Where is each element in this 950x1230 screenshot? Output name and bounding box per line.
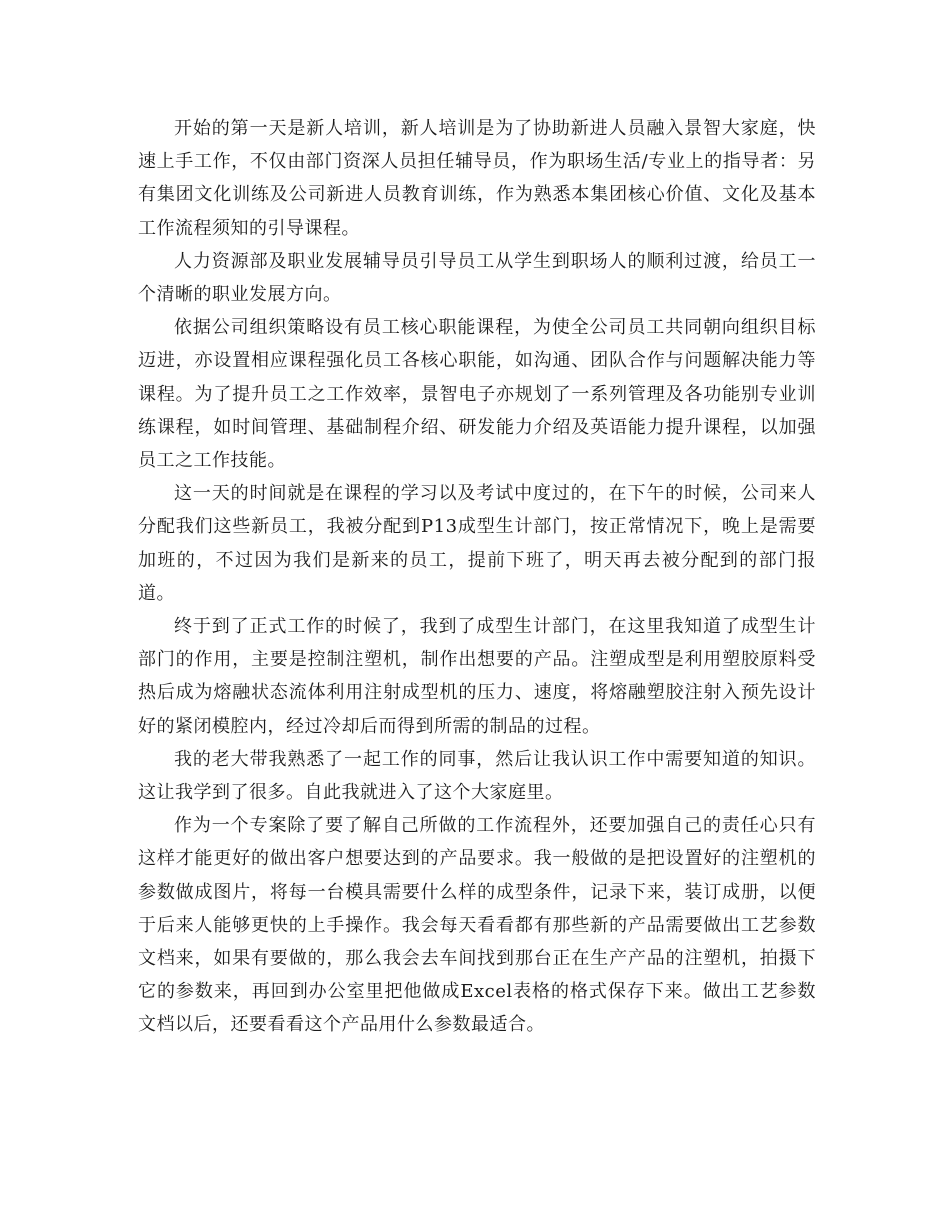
paragraph: 作为一个专案除了要了解自己所做的工作流程外，还要加强自己的责任心只有这样才能更好的做出客户想要达到的产品要求。我一般做的是把设置好的注塑机的参数做成图片，将每一台模具需要什么样的成型条件，记录下来，装订成册，以便于后来人能够更快的上手操作。我会每天看看都有那些新的产品需要做出工艺参数文档来，如果有要做的，那么我会去车间找到那台正在生产产品的注塑机，拍摄下它的参数来，再回到办公室里把他做成Excel表格的格式保存下来。做出工艺参数文档以后，还要看看这个产品用什么参数最适合。 [138,815,816,1036]
paragraph: 我的老大带我熟悉了一起工作的同事，然后让我认识工作中需要知道的知识。这让我学到了很多。自此我就进入了这个大家庭里。 [138,748,816,804]
paragraph: 终于到了正式工作的时候了，我到了成型生计部门，在这里我知道了成型生计部门的作用，主要是控制注塑机，制作出想要的产品。注塑成型是利用塑胶原料受热后成为熔融状态流体利用注射成型机的压力、速度，将熔融塑胶注射入预先设计好的紧闭模腔内，经过冷却后而得到所需的制品的过程。 [138,616,816,737]
paragraph: 开始的第一天是新人培训，新人培训是为了协助新进人员融入景智大家庭，快速上手工作，不仅由部门资深人员担任辅导员，作为职场生活/专业上的指导者：另有集团文化训练及公司新进人员教育训练，作为熟悉本集团核心价值、文化及基本工作流程须知的引导课程。 [138,118,816,239]
paragraph: 依据公司组织策略设有员工核心职能课程，为使全公司员工共同朝向组织目标迈进，亦设置相应课程强化员工各核心职能，如沟通、团队合作与问题解决能力等课程。为了提升员工之工作效率，景智电子亦规划了一系列管理及各功能别专业训练课程，如时间管理、基础制程介绍、研发能力介绍及英语能力提升课程，以加强员工之工作技能。 [138,317,816,472]
paragraph: 人力资源部及职业发展辅导员引导员工从学生到职场人的顺利过渡，给员工一个清晰的职业发展方向。 [138,250,816,306]
paragraph: 这一天的时间就是在课程的学习以及考试中度过的，在下午的时候，公司来人分配我们这些新员工，我被分配到P13成型生计部门，按正常情况下，晚上是需要加班的，不过因为我们是新来的员工，提前下班了，明天再去被分配到的部门报道。 [138,483,816,604]
document-body [138,112,816,1042]
